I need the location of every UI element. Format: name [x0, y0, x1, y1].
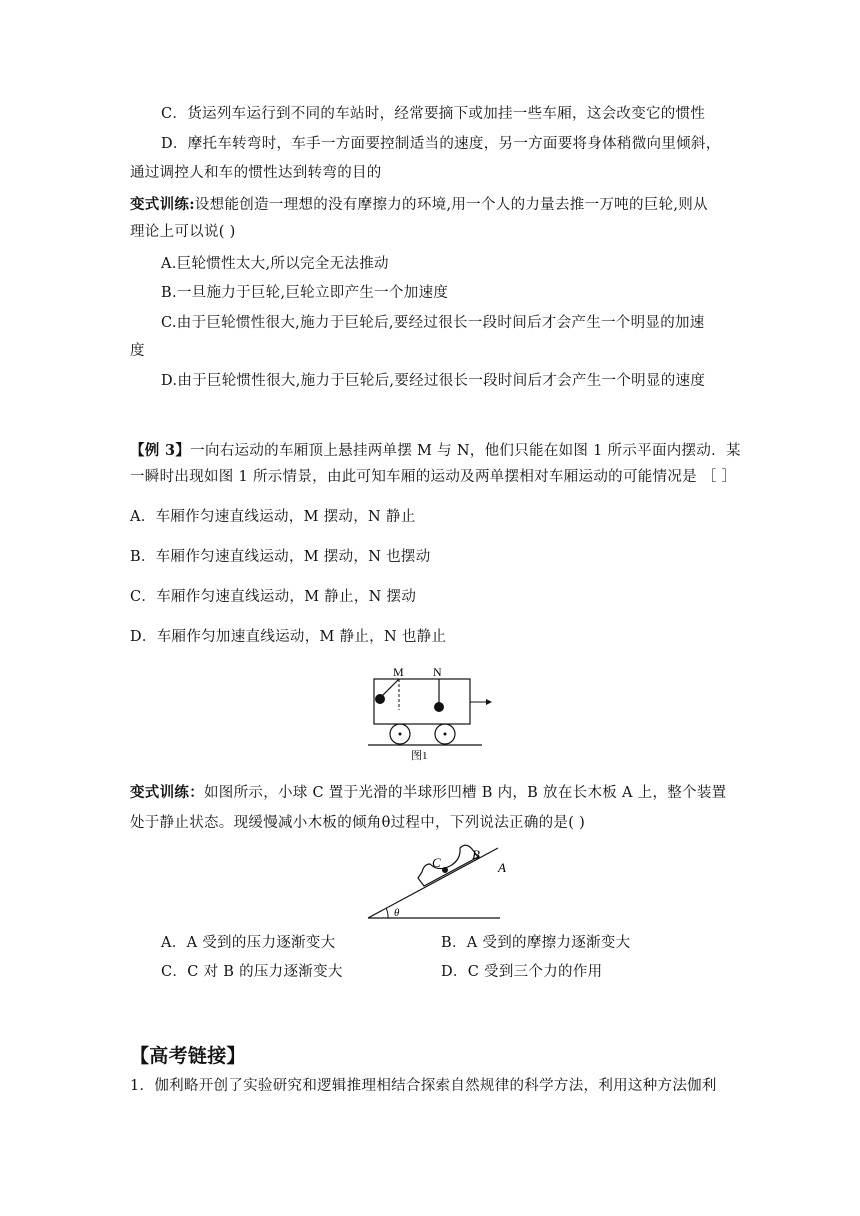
variant1-label: 变式训练: [130, 196, 195, 213]
variant1-option-b: B.一旦施力于巨轮,巨轮立即产生一个加速度 [161, 285, 449, 301]
option-d-line1: D．摩托车转弯时，车手一方面要控制适当的速度，另一方面要将身体稍微向里倾斜， [161, 136, 721, 152]
example3-label: 【例 3】 [130, 442, 191, 459]
carriage-body [374, 679, 470, 724]
variant1-stem-text: 设想能创造一理想的没有摩擦力的环境,用一个人的力量去推一万吨的巨轮,则从 [194, 197, 708, 213]
label-a: A [498, 860, 506, 875]
label-b: B [472, 847, 480, 862]
example3-option-c: C．车厢作匀速直线运动，M 静止，N 摆动 [130, 589, 417, 605]
wheel-left-hub [399, 733, 402, 736]
option-d-line2: 通过调控人和车的惯性达到转弯的目的 [130, 165, 382, 181]
pendulum-n-ball [434, 702, 444, 712]
option-c: C．货运列车运行到不同的车站时，经常要摘下或加挂一些车厢，这会改变它的惯性 [161, 106, 706, 122]
example3-option-b: B．车厢作匀速直线运动，M 摆动，N 也摆动 [130, 549, 431, 565]
groove-b [418, 845, 478, 886]
wheel-right-hub [444, 733, 447, 736]
example3-option-a: A．车厢作匀速直线运动，M 摆动，N 静止 [130, 509, 416, 525]
figure-1-carriage [360, 662, 500, 762]
example3-option-d: D．车厢作匀加速直线运动，M 静止，N 也静止 [130, 629, 447, 645]
variant1-option-c-line2: 度 [130, 343, 145, 359]
example3-stem-text: 一向右运动的车厢顶上悬挂两单摆 M 与 N，他们只能在如图 1 所示平面内摆动．某 [190, 443, 741, 459]
variant1-option-d: D.由于巨轮惯性很大,施力于巨轮后,要经过很长一段时间后才会产生一个明显的速度 [161, 373, 706, 389]
variant2-option-c: C．C 对 B 的压力逐渐变大 [161, 964, 343, 980]
variant2-label: 变式训练： [130, 784, 204, 801]
variant2-option-d: D．C 受到三个力的作用 [441, 964, 603, 980]
figure-incline [360, 840, 510, 922]
label-n: N [433, 665, 442, 679]
variant2-stem-line2: 处于静止状态。现缓慢减小木板的倾角θ过程中，下列说法正确的是( ) [130, 815, 586, 831]
gaokao-question-1: 1．伽利略开创了实验研究和逻辑推理相结合探索自然规律的科学方法，利用这种方法伽利 [130, 1078, 717, 1094]
variant1-stem-line2: 理论上可以说( ) [130, 224, 236, 240]
variant2-stem-line1 [130, 783, 726, 803]
ball-c [442, 867, 448, 873]
variant1-option-c-line1: C.由于巨轮惯性很大,施力于巨轮后,要经过很长一段时间后才会产生一个明显的加速 [161, 315, 705, 331]
label-c: C [432, 855, 441, 870]
pendulum-m-ball [375, 694, 385, 704]
variant2-option-b: B．A 受到的摩擦力逐渐变大 [441, 935, 631, 951]
motion-arrow-head [486, 699, 492, 705]
variant2-option-a: A．A 受到的压力逐渐变大 [161, 935, 336, 951]
label-theta: θ [394, 907, 400, 919]
variant2-stem-text: 如图所示，小球 C 置于光滑的半球形凹槽 B 内，B 放在长木板 A 上，整个装置 [204, 785, 727, 801]
example3-stem-line1 [130, 441, 741, 461]
angle-arc [386, 908, 388, 918]
variant1-stem-line1 [130, 195, 708, 215]
variant1-option-a: A.巨轮惯性太大,所以完全无法推动 [161, 256, 389, 272]
figure-1-caption: 图1 [411, 750, 428, 762]
gaokao-heading: 【高考链接】 [130, 1045, 246, 1067]
label-m: M [393, 665, 404, 679]
example3-stem-line2: 一瞬时出现如图 1 所示情景，由此可知车厢的运动及两单摆相对车厢运动的可能情况是 ［ ］ [130, 469, 737, 485]
